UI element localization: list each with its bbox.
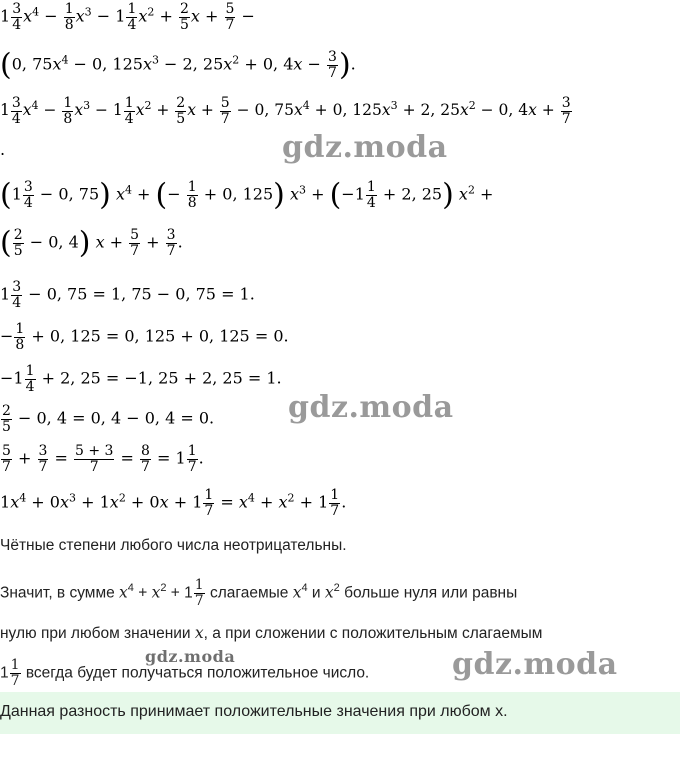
statement-sum-prefix: Значит, в сумме bbox=[0, 584, 115, 602]
watermark-logo: gdz.moda bbox=[288, 390, 454, 425]
watermark-logo-small: gdz.moda bbox=[145, 647, 236, 666]
expression-line-9: $\frac{2}{5}$ − 0, 4 = 0, 4 − 0, 4 = 0. bbox=[2, 403, 215, 435]
expression-line-2: (0, $75x^4 - 0$, $125x^3 - 2$, $25x^2 + 0$, 4x − $\frac{3}{7}$ ). bbox=[0, 47, 356, 83]
statement-any-value: нулю при любом значении bbox=[0, 625, 191, 642]
expression-line-8: −1 $\frac{1}{4}$ + 2, 25 = −1, 25 + 2, 25 = 1. bbox=[0, 363, 282, 395]
statement-even-powers: Чётные степени любого числа неотрицательны. bbox=[0, 537, 347, 554]
statement-positive-line: 1 $\frac{1}{7}$ всегда будет получаться положительное число. bbox=[0, 657, 370, 689]
statement-terms-word: слагаемые bbox=[210, 584, 289, 602]
statement-always-positive: всегда будет получаться положительное число. bbox=[25, 664, 370, 682]
expression-line-6: 1 $\frac{3}{4}$ − 0, 75 = 1, 75 − 0, 75 = 1. bbox=[0, 279, 255, 311]
answer-text: Данная разность принимает положительные значения при любом x. bbox=[0, 703, 508, 720]
dot-mark: . bbox=[0, 140, 6, 159]
watermark-logo: gdz.moda bbox=[282, 130, 448, 165]
watermark-logo: gdz.moda bbox=[452, 647, 618, 682]
statement-and-word: и bbox=[311, 584, 321, 602]
expression-line-3: 1 $\frac{3}{4}$ $x^4$ − $\frac{1}{8}$ $x^3 - 1$ $\frac{1}{4}$ $x^2$ + $\frac{2}{5}$ x + $\frac{5}{7}$ − 0, $75x^4 + 0$, $125x^3 + 2$, $25x^2 - 0$, 4x + $\frac{3}{7}$ bbox=[0, 95, 571, 127]
statement-sum-line: Значит, в сумме $x^4 + x^2 + 1$ $\frac{1}{7}$ слагаемые $x^4$ и $x^2$ больше нуля или равны bbox=[0, 577, 518, 609]
expression-line-10: $\frac{5}{7}$ + $\frac{3}{7}$ = $\frac{5 + 3}{7}$ = $\frac{8}{7}$ = 1 $\frac{1}{7}$ . bbox=[2, 443, 204, 475]
statement-greater-zero: больше нуля или равны bbox=[344, 584, 518, 602]
expression-line-7: − $\frac{1}{8}$ + 0, 125 = 0, 125 + 0, 125 = 0. bbox=[0, 321, 289, 353]
expression-line-4: (1 $\frac{3}{4}$ − 0, 75) $x^4$ + (− $\frac{1}{8}$ + 0, 125) $x^3 + (-1$ $\frac{1}{4}$ + 2, 25) $x^2$ + bbox=[0, 177, 494, 213]
statement-adding-positive: , а при сложении с положительным слагаемым bbox=[203, 625, 543, 642]
expression-line-1: 1 $\frac{3}{4}$ $x^4$ − $\frac{1}{8}$ $x^3 - 1$ $\frac{1}{4}$ $x^2$ + $\frac{2}{5}$ x + $\frac{5}{7}$ − bbox=[0, 1, 255, 33]
expression-line-11: $1x^4 + 0x^3 + 1x^2 + 0x + 1$ $\frac{1}{7}$ = $x^4 + x^2 + 1$ $\frac{1}{7}$ . bbox=[0, 487, 347, 519]
expression-line-5: ( $\frac{2}{5}$ − 0, 4) x + $\frac{5}{7}$ + $\frac{3}{7}$ . bbox=[0, 225, 183, 261]
statement-any-x-line: нулю при любом значении x, а при сложении с положительным слагаемым bbox=[0, 624, 543, 642]
